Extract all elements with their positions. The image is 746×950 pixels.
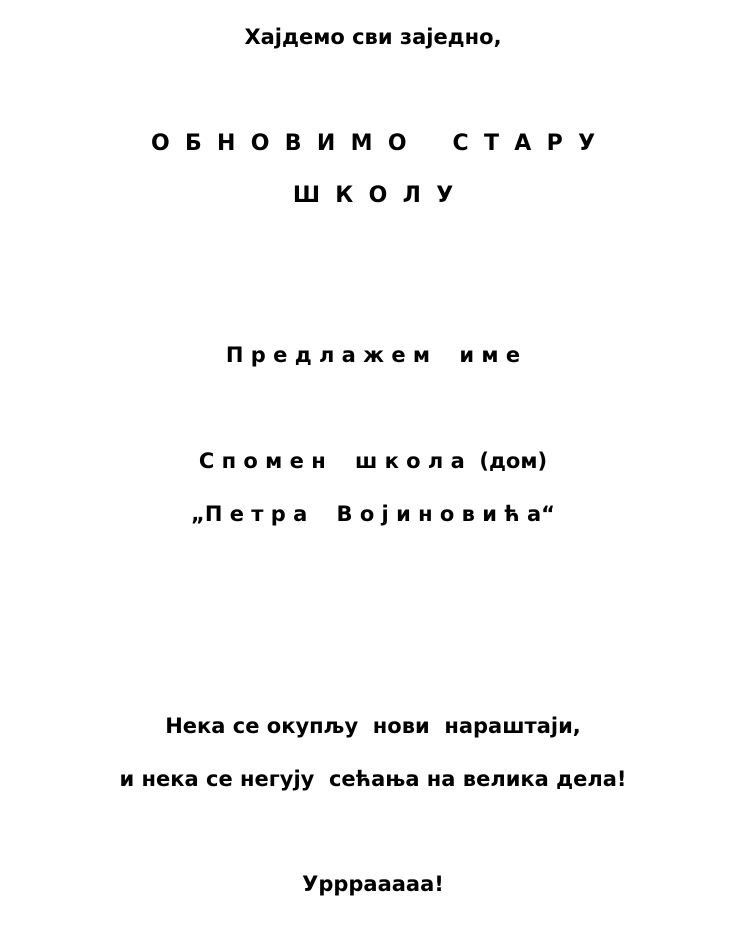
school-name-line: „П е т р а В о ј и н о в и ћ а“ — [191, 502, 555, 526]
cheer-line: Уррраааaa! — [302, 872, 444, 896]
headline-school: Ш К О Л У — [292, 183, 454, 208]
headline-renew-old: О Б Н О В И М О С Т А Р У — [150, 131, 596, 156]
memorial-school-line: С п о м е н ш к о л а (дом) — [198, 449, 548, 473]
greeting-line: Хајдемо сви заједно, — [244, 25, 502, 49]
proposal-line: П р е д л а ж е м и м е — [225, 343, 521, 367]
gathering-line: Нека се окупљу нови нараштаји, — [165, 714, 581, 738]
memories-line: и нека се негују сећања на велика дела! — [119, 767, 627, 791]
